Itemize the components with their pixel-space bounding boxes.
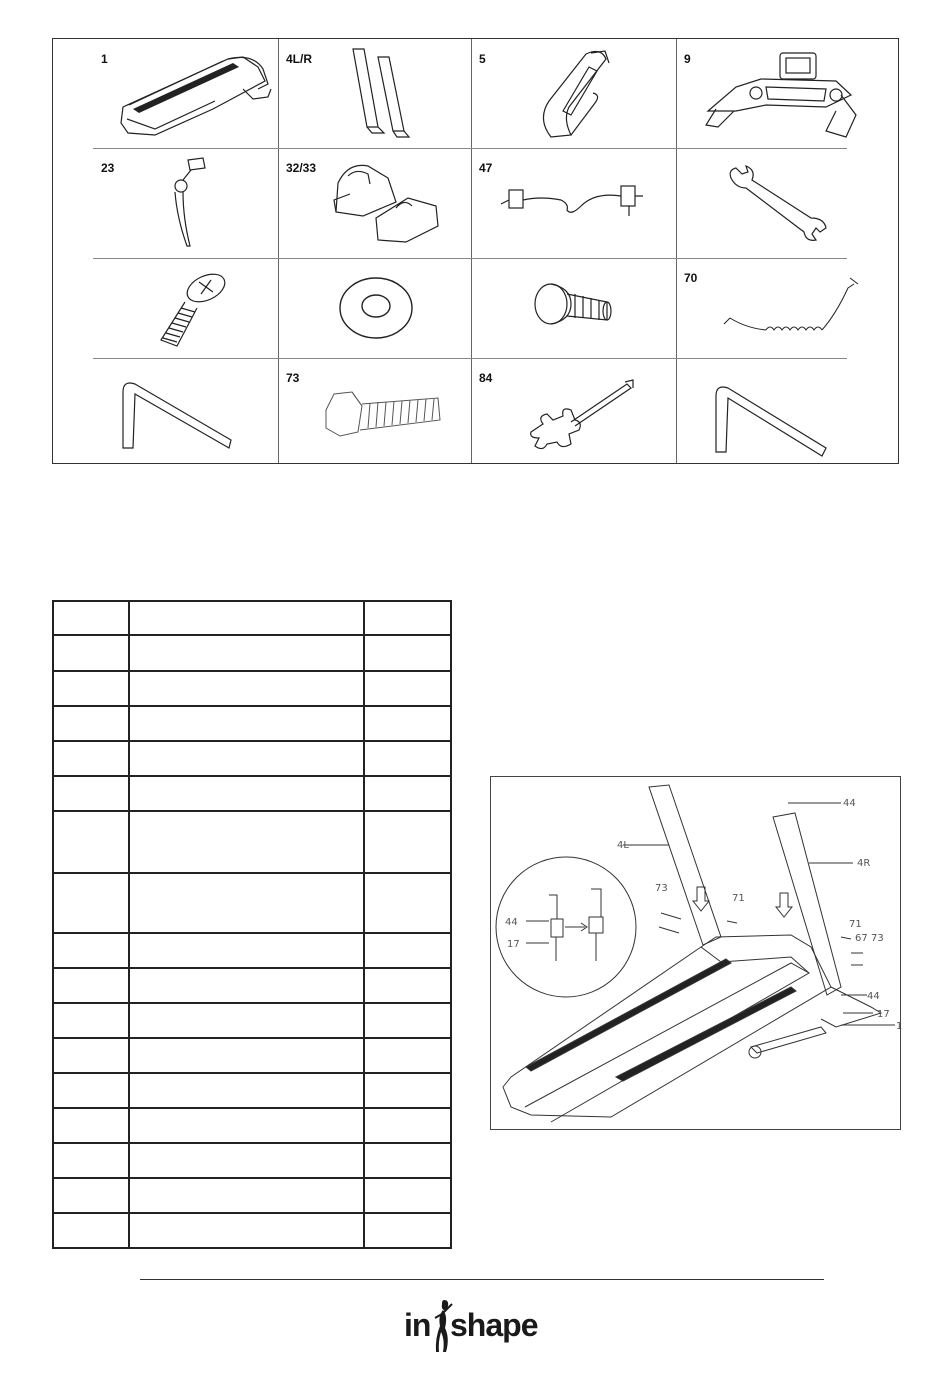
table-row bbox=[53, 706, 451, 741]
button-head-bolt-icon bbox=[471, 258, 676, 358]
safety-key-icon bbox=[93, 148, 278, 258]
upright-4L bbox=[649, 785, 721, 945]
flat-washer-icon bbox=[278, 258, 471, 358]
part-cell-11 bbox=[471, 258, 676, 358]
part-cell-5 bbox=[93, 148, 278, 258]
part-number: 5 bbox=[479, 52, 486, 66]
callout-71: 71 bbox=[849, 919, 862, 930]
part-cell-12 bbox=[676, 258, 898, 358]
treadmill-base-icon bbox=[93, 39, 278, 148]
part-number: 4L/R bbox=[286, 52, 313, 66]
part-number: 23 bbox=[101, 161, 115, 175]
part-number: 73 bbox=[286, 371, 300, 385]
callout-4L: 4L bbox=[617, 840, 629, 851]
table-row bbox=[53, 873, 451, 933]
allen-key-icon bbox=[93, 358, 278, 463]
callout-73: 73 bbox=[655, 883, 668, 894]
part-cell-14 bbox=[278, 358, 471, 463]
table-row bbox=[53, 1178, 451, 1213]
callout-67: 67 bbox=[855, 933, 868, 944]
table-row bbox=[53, 741, 451, 776]
base-covers-icon bbox=[278, 148, 471, 258]
callout-4R: 4R bbox=[857, 858, 871, 869]
part-number: 84 bbox=[479, 371, 493, 385]
console-cable-icon bbox=[471, 148, 676, 258]
table-row bbox=[53, 1073, 451, 1108]
part-cell-7 bbox=[471, 148, 676, 258]
parts-list-table bbox=[52, 600, 452, 1249]
part-number: 70 bbox=[684, 271, 698, 285]
callout-71: 71 bbox=[732, 893, 745, 904]
part-cell-13 bbox=[93, 358, 278, 463]
part-number: 47 bbox=[479, 161, 493, 175]
part-cell-10 bbox=[278, 258, 471, 358]
part-cell-8 bbox=[676, 148, 898, 258]
callout-73: 73 bbox=[871, 933, 884, 944]
table-row bbox=[53, 601, 451, 635]
part-cell-3 bbox=[471, 39, 676, 148]
callout-17: 17 bbox=[507, 939, 520, 950]
table-row bbox=[53, 1213, 451, 1248]
table-row bbox=[53, 776, 451, 811]
table-row bbox=[53, 635, 451, 671]
part-cell-6 bbox=[278, 148, 471, 258]
callout-44: 44 bbox=[867, 991, 880, 1002]
wrench-icon bbox=[676, 148, 898, 258]
part-number: 32/33 bbox=[286, 161, 317, 175]
footer-divider bbox=[140, 1279, 824, 1280]
table-row bbox=[53, 968, 451, 1003]
table-row bbox=[53, 1108, 451, 1143]
part-cell-2 bbox=[278, 39, 471, 148]
part-cell-9 bbox=[93, 258, 278, 358]
part-number: 1 bbox=[101, 52, 108, 66]
table-row bbox=[53, 1143, 451, 1178]
callout-1: 1 bbox=[896, 1021, 903, 1032]
parts-grid bbox=[52, 38, 899, 464]
allen-key-icon bbox=[676, 358, 898, 463]
logo-text-shape: shape bbox=[450, 1307, 538, 1343]
callout-17: 17 bbox=[877, 1009, 890, 1020]
part-cell-15 bbox=[471, 358, 676, 463]
table-row bbox=[53, 1003, 451, 1038]
table-row bbox=[53, 933, 451, 968]
cross-wrench-icon bbox=[471, 358, 676, 463]
table-row bbox=[53, 1038, 451, 1073]
table-row bbox=[53, 811, 451, 873]
part-cell-1 bbox=[93, 39, 278, 148]
brand-logo bbox=[404, 1298, 546, 1352]
assembly-figure bbox=[490, 776, 901, 1130]
callout-44: 44 bbox=[843, 798, 856, 809]
console-icon bbox=[676, 39, 898, 148]
part-cell-4 bbox=[676, 39, 898, 148]
coiled-cable-icon bbox=[676, 258, 898, 358]
table-row bbox=[53, 671, 451, 706]
upright-posts-icon bbox=[278, 39, 471, 148]
hex-bolt-icon bbox=[278, 358, 471, 463]
callout-44: 44 bbox=[505, 917, 518, 928]
phillips-screw-icon bbox=[93, 258, 278, 358]
part-number: 9 bbox=[684, 52, 691, 66]
assembly-diagram bbox=[491, 777, 902, 1131]
treadmill-deck bbox=[503, 935, 831, 1117]
part-cell-16 bbox=[676, 358, 898, 463]
handrail-icon bbox=[471, 39, 676, 148]
logo-text-in: in bbox=[404, 1307, 431, 1343]
